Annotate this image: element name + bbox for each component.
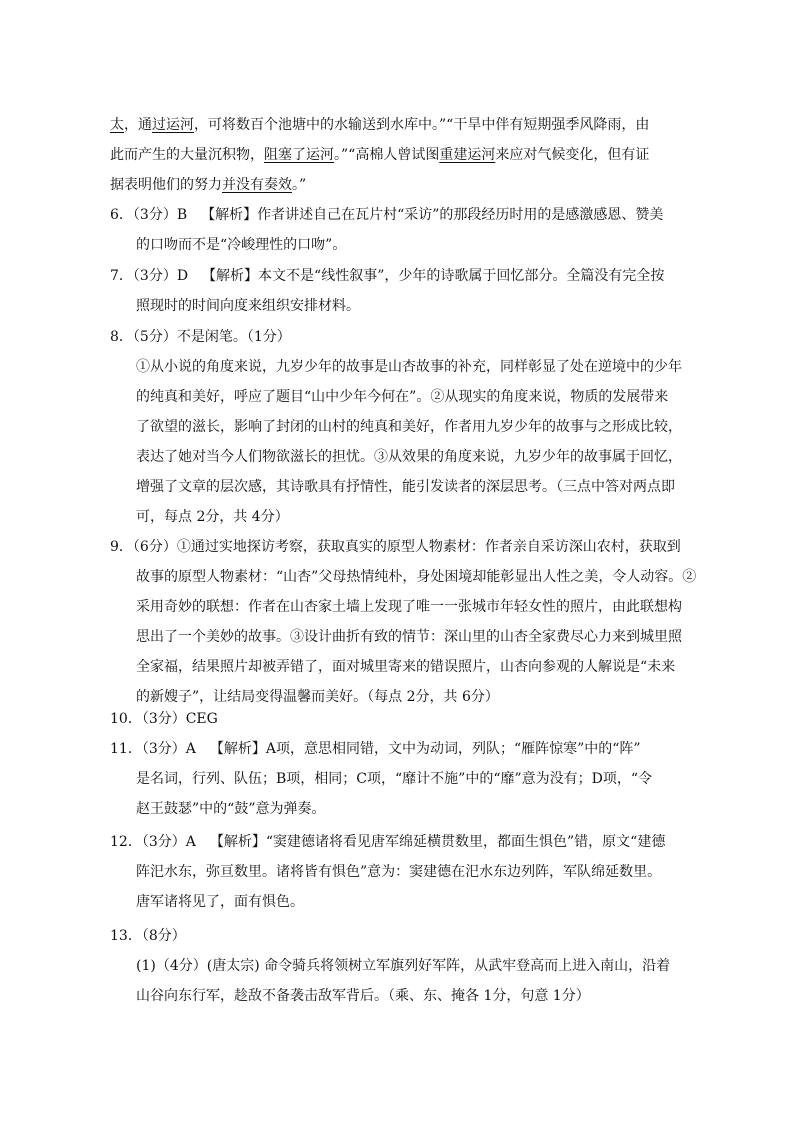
q11-line: 是名词，行列、队伍；B项，相同；C项，“靡计不施”中的“靡”意为没有；D项，“令	[136, 771, 653, 787]
q12-head-line: 12．（3分）A 【解析】“窦建德诸将看见唐军绵延横贯数里，都面生惧色”错，原文“建德	[110, 834, 666, 850]
q7-line-2: 照现时的时间向度来组织安排材料。	[136, 298, 360, 314]
q6-head-line: 6．（3分）B 【解析】作者讲述自己在瓦片村“采访”的那段经历时用的是感激感恩、赞美	[110, 207, 664, 223]
q8-line: 的纯真和美好，呼应了题目“山中少年今何在”。②从现实的角度来说，物质的发展带来	[136, 389, 669, 405]
q9-line: 故事的原型人物素材：“山杏”父母热情纯朴，身处困境却能彰显出人性之美，令人动容。②	[136, 569, 697, 585]
q8-line: 增强了文章的层次感，其诗歌具有抒情性，能引发读者的深层思考。（三点中答对两点即	[136, 479, 675, 495]
q13-line: 山谷向东行军，趁敌不备袭击敌军背后。（乘、东、掩各 1分，句意 1分）	[136, 988, 590, 1004]
q13-line: (1)（4分）(唐太宗) 命令骑兵将领树立军旗列好军阵，从武牢登高而上进入南山，沿着	[136, 958, 671, 974]
question-12-answer	[110, 827, 710, 917]
q8-line: ①从小说的角度来说，九岁少年的故事是山杏故事的补充，同样彰显了处在逆境中的少年	[136, 359, 682, 375]
q9-head-line: 9．（6分）①通过实地探访考察，获取真实的原型人物素材：作者亲自采访深山农村，获取到	[110, 539, 681, 555]
q8-line: 可，每点 2分，共 4分）	[136, 509, 289, 525]
q9-line: 的新嫂子”，让结局变得温馨而美好。（每点 2分，共 6分）	[136, 689, 499, 705]
q13-head-line: 13．（8分）	[110, 928, 186, 944]
question-9-answer	[110, 532, 710, 712]
q6-line-2: 的口吻而不是“冷峻理性的口吻”。	[136, 237, 347, 253]
q9-line: 思出了一个美妙的故事。③设计曲折有致的情节：深山里的山杏全家费尽心力来到城里照	[136, 629, 682, 645]
q8-line: 了欲望的滋长，影响了封闭的山村的纯真和美好，作者用九岁少年的故事与之形成比较，	[136, 419, 682, 435]
q9-line: 全家福，结果照片却被弄错了，面对城里寄来的错误照片，山杏向参观的人解说是“未来	[136, 659, 676, 675]
q8-line: 表达了她对当今人们物欲滋长的担忧。③从效果的角度来说，九岁少年的故事属于回忆，	[136, 449, 682, 465]
q5-line-1: 太，通过运河，可将数百个池塘中的水输送到水库中。”“干旱中伴有短期强季风降雨，由	[110, 117, 650, 133]
question-10-answer	[110, 704, 710, 734]
q12-line: 阵汜水东，弥亘数里。诸将皆有惧色”意为：窦建德在汜水东边列阵，军队绵延数里。	[136, 864, 662, 880]
q11-head-line: 11．（3分）A 【解析】A项，意思相同错，文中为动词，列队；“雁阵惊寒”中的“阵”	[110, 741, 641, 757]
question-7-answer	[110, 261, 710, 321]
q5-line-2: 此而产生的大量沉积物，阻塞了运河。”“高棉人曾试图重建运河来应对气候变化，但有证	[110, 147, 650, 163]
q8-head-line: 8．（5分）不是闲笔。（1分）	[110, 329, 291, 345]
question-11-answer	[110, 734, 710, 824]
question-6-answer	[110, 200, 710, 260]
q5-line-3: 据表明他们的努力并没有奏效。”	[110, 177, 307, 193]
q10-head-line: 10．（3分）CEG	[110, 711, 218, 727]
q9-line: 采用奇妙的联想：作者在山杏家土墙上发现了唯一一张城市年轻女性的照片，由此联想构	[136, 599, 682, 615]
q7-head-line: 7．（3分）D 【解析】本文不是“线性叙事”，少年的诗歌属于回忆部分。全篇没有完全按	[110, 268, 665, 284]
q12-line: 唐军诸将见了，面有惧色。	[136, 894, 304, 910]
question-13-answer	[110, 921, 710, 1011]
question-8-answer	[110, 322, 710, 532]
q11-line: 赵王鼓瑟”中的“鼓”意为弹奏。	[136, 801, 326, 817]
q5-answer-tail	[110, 110, 690, 200]
